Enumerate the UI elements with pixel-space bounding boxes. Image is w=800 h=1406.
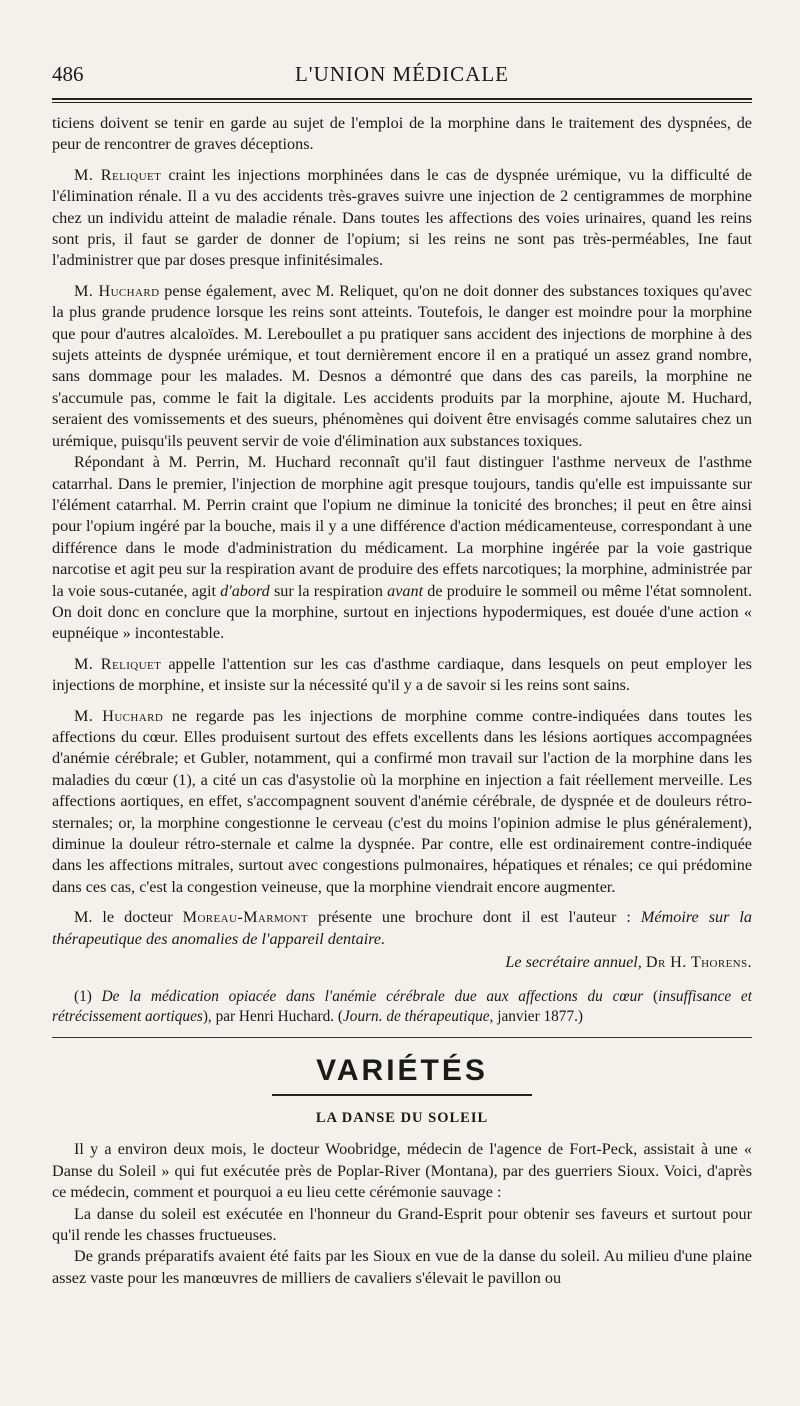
paragraph-huchard-perrin [52,452,752,645]
signature-name: Dr H. Thorens. [645,953,752,972]
article-paragraph: La danse du soleil est exécutée en l'honneur du Grand-Esprit pour obtenir ses faveurs et surtout pour qu'il rende les chasses fructueuses. [52,1204,752,1245]
speaker-name: M. Reliquet [74,165,162,184]
speaker-name: M. Reliquet [74,654,162,673]
paragraph-text: de produire le sommeil ou même l'état somnolent. On doit donc en conclure que la morphine, surtout en injections hypodermiques, est douée d'une action « eupnéique » incontestable. [52,581,752,643]
article-paragraph: De grands préparatifs avaient été faits par les Sioux en vue de la danse du soleil. Au milieu d'une plaine assez vaste pour les manœuvres de milliers de cavaliers s'élevait le pavillon ou [52,1247,752,1287]
paragraph-reliquet-2 [52,654,752,697]
paragraph-text: ne regarde pas les injections de morphine comme contre-indiquées dans toutes les affections du cœur. Elles produisent surtout des effets excellents dans les lésions aortiques accompagnées d'anémie cérébrale; et Gubler, notamment, qui a confirmé mon travail sur l'action de la morphine dans les maladies du cœur (1), a cité un cas d'asystolie où la morphine en injection a fait réellement merveille. Les affections aortiques, en effet, s'accompagnent souvent d'anémie cérébrale, de dyspnée et de douleurs rétro-sternales; or, la morphine congestionne le cerveau (c'est du moins l'opinion admise le plus généralement), diminue la douleur rétro-sternale et calme la dyspnée. Par contre, elle est ordinairement contre-indiquée dans les affections mitrales, surtout avec congestions pulmonaires, hépatiques et rénales; ce qui prédomine dans ces cas, c'est la congestion veineuse, que la morphine viendrait encore augmenter. [52,706,752,896]
italic-word: avant [387,581,424,600]
paragraph-moreau-marmont [52,907,752,950]
speaker-name: M. Huchard [74,706,164,725]
speaker-name: Moreau-Marmont [182,908,308,927]
paragraph-reliquet-1 [52,165,752,272]
paragraph-continuation: ticiens doivent se tenir en garde au sujet de l'emploi de la morphine dans le traitement des dyspnées, de peur de rencontrer de graves déceptions. [52,114,752,154]
heading-rule [272,1094,532,1096]
speaker-name: M. Huchard [74,281,160,300]
article-paragraph: Il y a environ deux mois, le docteur Woobridge, médecin de l'agence de Fort-Peck, assistait à une « Danse du Soleil » qui fut exécutée près de Poplar-River (Montana), par des guerriers Sioux. Voici, d'après ce médecin, comment et pourquoi a eu lieu cette cérémonie sauvage : [52,1140,752,1202]
paragraph-text: M. le docteur [74,908,183,927]
footnote-marker: (1) [74,988,102,1006]
journal-page [52,58,752,1289]
footnote-date: janvier 1877.) [493,1008,584,1026]
paragraph-text: craint les injections morphinées dans le cas de dyspnée urémique, vu la difficulté de l'élimination rénale. Il a vu des accidents très-graves suivre une injection de 2 centigrammes de morphine chez un individu atteint de maladie rénale. Dans toutes les affections des voies urinaires, quand les reins sont pris, il faut se garder de donner de l'opium; si les reins ne sont pas très-perméables, Ine faut l'administrer que par doses presque infinitésimales. [52,165,752,270]
paragraph-text: sur la respiration [269,581,388,600]
paragraph-text: pense également, avec M. Reliquet, qu'on ne doit donner des substances toxiques qu'avec la plus grande prudence lorsque les reins sont atteints. Toutefois, le danger est moindre pour la morphine que pour d'autres alcaloïdes. M. Lereboullet a pu pratiquer sans accident des injections de morphine à des sujets atteints de dyspnée urémique, et tout dernièrement encore il en a pratiqué un assez grand nombre, sans dommage pour les malades. M. Desnos a démontré que dans des cas pareils, la morphine ne s'accumule pas, comme le fait la digitale. Les accidents produits par la morphine, ajoute M. Huchard, seraient des vomissements et des sueurs, phénomènes qui doivent être envisagés comme salutaires chez un urémique, puisqu'ils peuvent servir de voie d'élimination aux substances toxiques. [52,281,752,450]
paragraph-huchard-1 [52,281,752,452]
paragraph-text: présente une brochure dont il est l'auteur : [308,908,641,927]
footnote [52,987,752,1027]
footnote-journal: Journ. de thérapeutique, [343,1008,494,1026]
footnote-title: De la médication opiacée dans l'anémie cérébrale due aux affections du cœur [101,988,644,1006]
header-rule [52,98,752,103]
brochure-title: Mémoire sur la thérapeutique des anomalies de l'appareil dentaire. [52,908,752,948]
footnote-text: ), par Henri Huchard. ( [202,1008,343,1026]
italic-word: d'abord [220,581,270,600]
page-header [52,58,752,94]
paragraph-text: Répondant à M. Perrin, M. Huchard reconnaît qu'il faut distinguer l'asthme nerveux de l'asthme catarrhal. Dans le premier, l'injection de morphine agit presque toujours, tandis qu'elle est impuissante sur l'élément catarrhal. M. Perrin craint que l'opium ne diminue la tonicité des bronches; il peut en être ainsi pour l'opium ingéré par la bouche, mais il y a une différence d'action médicamenteuse, correspondant à une différence dans le mode d'administration du médicament. La morphine ingérée par la voie gastrique narcotise et agit peu sur la respiration avant de produire des effets narcotiques; la morphine, administrée par la voie sous-cutanée, agit [52,453,752,600]
running-title: L'UNION MÉDICALE [294,62,509,86]
signature [52,952,752,973]
paragraph-huchard-2 [52,706,752,899]
section-heading: VARIÉTÉS [316,1054,488,1088]
article-title: LA DANSE DU SOLEIL [315,1110,489,1127]
page-number: 486 [52,62,84,86]
footnote-subtitle: insuffisance et rétrécissement aortiques [52,988,752,1026]
footnote-text: ( [643,988,659,1006]
signature-prefix: Le secrétaire annuel, [505,953,646,972]
paragraph-text: appelle l'attention sur les cas d'asthme cardiaque, dans lesquels on peut employer les injections de morphine, et insiste sur la nécessité qu'il y a de savoir si les reins sont sains. [52,654,752,695]
section-divider [52,1037,752,1038]
